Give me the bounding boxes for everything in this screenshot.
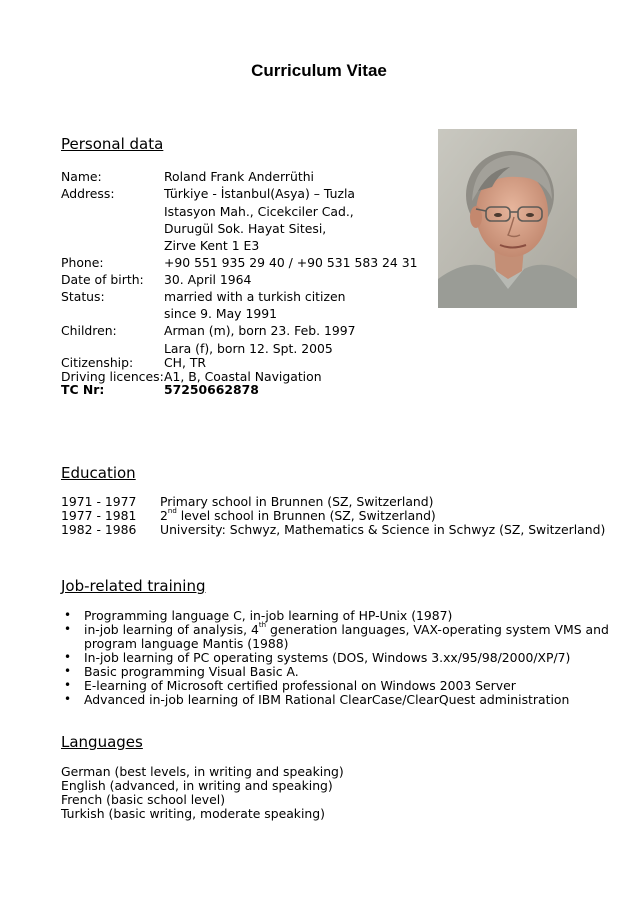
children-line: Arman (m), born 23. Feb. 1997	[164, 323, 356, 338]
training-item-ordinal-suffix: th	[258, 621, 267, 629]
training-item: Programming language C, in-job learning of HP-Unix (1987)	[84, 608, 453, 623]
document-title: Curriculum Vitae	[251, 61, 387, 80]
name-value: Roland Frank Anderrüthi	[164, 169, 314, 184]
licences-value: A1, B, Coastal Navigation	[164, 369, 322, 384]
education-description: University: Schwyz, Mathematics & Science in Schwyz (SZ, Switzerland)	[160, 522, 606, 537]
language-item: French (basic school level)	[61, 792, 226, 807]
bullet: •	[64, 650, 72, 664]
training-item-text: generation languages, VAX-operating system VMS and	[266, 622, 609, 637]
bullet: •	[64, 622, 72, 636]
phone-label: Phone:	[61, 255, 104, 270]
education-ordinal-suffix: nd	[167, 507, 177, 515]
education-period: 1971 - 1977	[61, 494, 137, 509]
bullet: •	[64, 608, 72, 622]
address-label: Address:	[61, 186, 115, 201]
portrait-photo	[438, 129, 577, 308]
training-item: E-learning of Microsoft certified professional on Windows 2003 Server	[84, 678, 516, 693]
citizenship-value: CH, TR	[164, 355, 207, 370]
status-label: Status:	[61, 289, 105, 304]
address-line: Zirve Kent 1 E3	[164, 238, 260, 253]
address-line: Durugül Sok. Hayat Sitesi,	[164, 221, 327, 236]
training-heading: Job-related training	[61, 577, 206, 595]
education-description: Primary school in Brunnen (SZ, Switzerland)	[160, 494, 434, 509]
training-item: In-job learning of PC operating systems (DOS, Windows 3.xx/95/98/2000/XP/7)	[84, 650, 571, 665]
education-period: 1977 - 1981	[61, 508, 137, 523]
personal-data-heading: Personal data	[61, 135, 164, 153]
education-period: 1982 - 1986	[61, 522, 137, 537]
tc-label: TC Nr:	[61, 382, 105, 397]
citizenship-label: Citizenship:	[61, 355, 134, 370]
licences-label: Driving licences:	[61, 369, 164, 384]
bullet: •	[64, 678, 72, 692]
training-item: Basic programming Visual Basic A.	[84, 664, 299, 679]
portrait-illustration	[438, 129, 577, 308]
address-line: Istasyon Mah., Cicekciler Cad.,	[164, 204, 354, 219]
education-heading: Education	[61, 464, 136, 482]
status-line: since 9. May 1991	[164, 306, 277, 321]
language-item: German (best levels, in writing and speaking)	[61, 764, 344, 779]
status-line: married with a turkish citizen	[164, 289, 346, 304]
education-description-text: level school in Brunnen (SZ, Switzerland)	[176, 508, 436, 523]
training-item-continuation: program language Mantis (1988)	[84, 636, 289, 651]
address-line: Türkiye - İstanbul(Asya) – Tuzla	[164, 186, 355, 201]
language-item: English (advanced, in writing and speaking)	[61, 778, 333, 793]
bullet: •	[64, 664, 72, 678]
training-item-text: in-job learning of analysis, 4	[84, 622, 259, 637]
education-ordinal: 2	[160, 508, 168, 523]
tc-value: 57250662878	[164, 382, 259, 397]
children-label: Children:	[61, 323, 117, 338]
training-item	[84, 622, 609, 637]
dob-label: Date of birth:	[61, 272, 144, 287]
name-label: Name:	[61, 169, 102, 184]
phone-value: +90 551 935 29 40 / +90 531 583 24 31	[164, 255, 418, 270]
bullet: •	[64, 692, 72, 706]
children-line: Lara (f), born 12. Spt. 2005	[164, 341, 333, 356]
education-description	[160, 508, 436, 523]
language-item: Turkish (basic writing, moderate speaking)	[61, 806, 325, 821]
dob-value: 30. April 1964	[164, 272, 252, 287]
languages-heading: Languages	[61, 733, 143, 751]
training-item: Advanced in-job learning of IBM Rational ClearCase/ClearQuest administration	[84, 692, 570, 707]
